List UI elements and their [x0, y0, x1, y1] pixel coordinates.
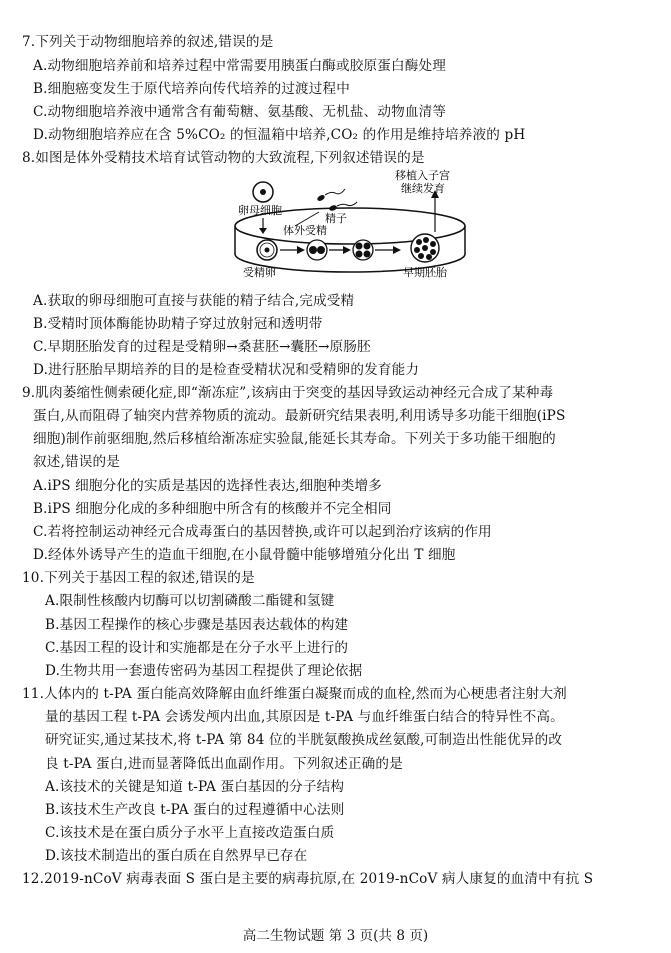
question-9-option-c: C.若将控制运动神经元合成毒蛋白的基因替换,或许可以起到治疗该病的作用 [33, 524, 492, 540]
question-11-stem-line-4: 良 t-PA 蛋白,进而显著降低出血副作用。下列叙述正确的是 [45, 756, 403, 772]
ivf-label: 体外受精 [283, 224, 327, 237]
question-10-option-c: C.基因工程的设计和实施都是在分子水平上进行的 [45, 640, 349, 656]
question-9-option-a: A.iPS 细胞分化的实质是基因的选择性表达,细胞种类增多 [33, 478, 382, 494]
transfer-label-1: 移植入子宫 [395, 169, 450, 182]
question-9-stem-line-2: 蛋白,从而阻碍了轴突内营养物质的流动。最新研究结果表明,利用诱导多功能干细胞(iPS [33, 408, 566, 424]
question-10-stem: 10.下列关于基因工程的叙述,错误的是 [22, 570, 255, 586]
question-8-stem: 8.如图是体外受精技术培育试管动物的大致流程,下列叙述错误的是 [22, 150, 425, 166]
question-7-stem: 7.下列关于动物细胞培养的叙述,错误的是 [22, 34, 274, 50]
question-8-option-b: B.受精时顶体酶能协助精子穿过放射冠和透明带 [33, 316, 323, 332]
question-7-option-b: B.细胞癌变发生于原代培养向传代培养的过渡过程中 [33, 81, 350, 97]
ivf-diagram [225, 168, 475, 280]
question-8-option-d: D.进行胚胎早期培养的目的是检查受精状况和受精卵的发育能力 [33, 362, 420, 378]
question-9-stem-line-4: 叙述,错误的是 [33, 454, 120, 470]
question-9-option-b: B.iPS 细胞分化成的多种细胞中所含有的核酸并不完全相同 [33, 501, 392, 517]
question-9-stem-line-3: 细胞)制作前驱细胞,然后移植给渐冻症实验鼠,能延长其寿命。下列关于多功能干细胞的 [33, 431, 556, 447]
question-11-option-c: C.该技术是在蛋白质分子水平上直接改造蛋白质 [45, 825, 335, 841]
early-embryo-label: 早期胚胎 [403, 266, 447, 279]
question-11-stem-line-3: 研究证实,通过某技术,将 t-PA 第 84 位的半胱氨酸换成丝氨酸,可制造出性能优异的改 [45, 732, 563, 748]
question-11-stem-line-1: 11.人体内的 t-PA 蛋白能高效降解由血纤维蛋白凝聚而成的血栓,然而为心梗患者注射大剂 [22, 686, 567, 702]
question-10-option-a: A.限制性核酸内切酶可以切割磷酸二酯键和氢键 [45, 593, 335, 609]
question-9-option-d: D.经体外诱导产生的造血干细胞,在小鼠骨髓中能够增殖分化出 T 细胞 [33, 547, 456, 563]
page-footer: 高二生物试题 第 3 页(共 8 页) [242, 928, 429, 944]
question-7-option-a: A.动物细胞培养前和培养过程中常需要用胰蛋白酶或胶原蛋白酶处理 [33, 58, 447, 74]
question-12-stem-line-1: 12.2019-nCoV 病毒表面 S 蛋白是主要的病毒抗原,在 2019-nCoV 病人康复的血清中有抗 S [22, 871, 594, 887]
transfer-label-2: 继续发育 [401, 182, 445, 195]
two-cell-embryo-icon [307, 240, 327, 260]
question-8-option-c: C.早期胚胎发育的过程是受精卵→桑葚胚→囊胚→原肠胚 [33, 339, 371, 355]
question-10-option-b: B.基因工程操作的核心步骤是基因表达载体的构建 [45, 617, 349, 633]
early-embryo-icon [411, 234, 439, 262]
question-7-option-c: C.动物细胞培养液中通常含有葡萄糖、氨基酸、无机盐、动物血清等 [33, 104, 447, 120]
question-11-option-a: A.该技术的关键是知道 t-PA 蛋白基因的分子结构 [45, 779, 345, 795]
question-11-option-d: D.该技术制造出的蛋白质在自然界早已存在 [45, 848, 308, 864]
zygote-label: 受精卵 [243, 266, 276, 279]
question-10-option-d: D.生物共用一套遗传密码为基因工程提供了理论依据 [45, 663, 363, 679]
sperm-label: 精子 [325, 212, 347, 225]
question-8-option-a: A.获取的卵母细胞可直接与获能的精子结合,完成受精 [33, 293, 355, 309]
question-9-stem-line-1: 9.肌肉萎缩性侧索硬化症,即“渐冻症”,该病由于突变的基因导致运动神经元合成了某种毒 [22, 385, 554, 401]
question-11-stem-line-2: 量的基因工程 t-PA 会诱发颅内出血,其原因是 t-PA 与血纤维蛋白结合的特异性不高。 [45, 709, 564, 725]
four-cell-embryo-icon [353, 240, 373, 260]
oocyte-label: 卵母细胞 [238, 204, 282, 217]
question-11-option-b: B.该技术生产改良 t-PA 蛋白的过程遵循中心法则 [45, 802, 345, 818]
question-7-option-d: D.动物细胞培养应在含 5%CO₂ 的恒温箱中培养,CO₂ 的作用是维持培养液的 pH [33, 127, 526, 143]
